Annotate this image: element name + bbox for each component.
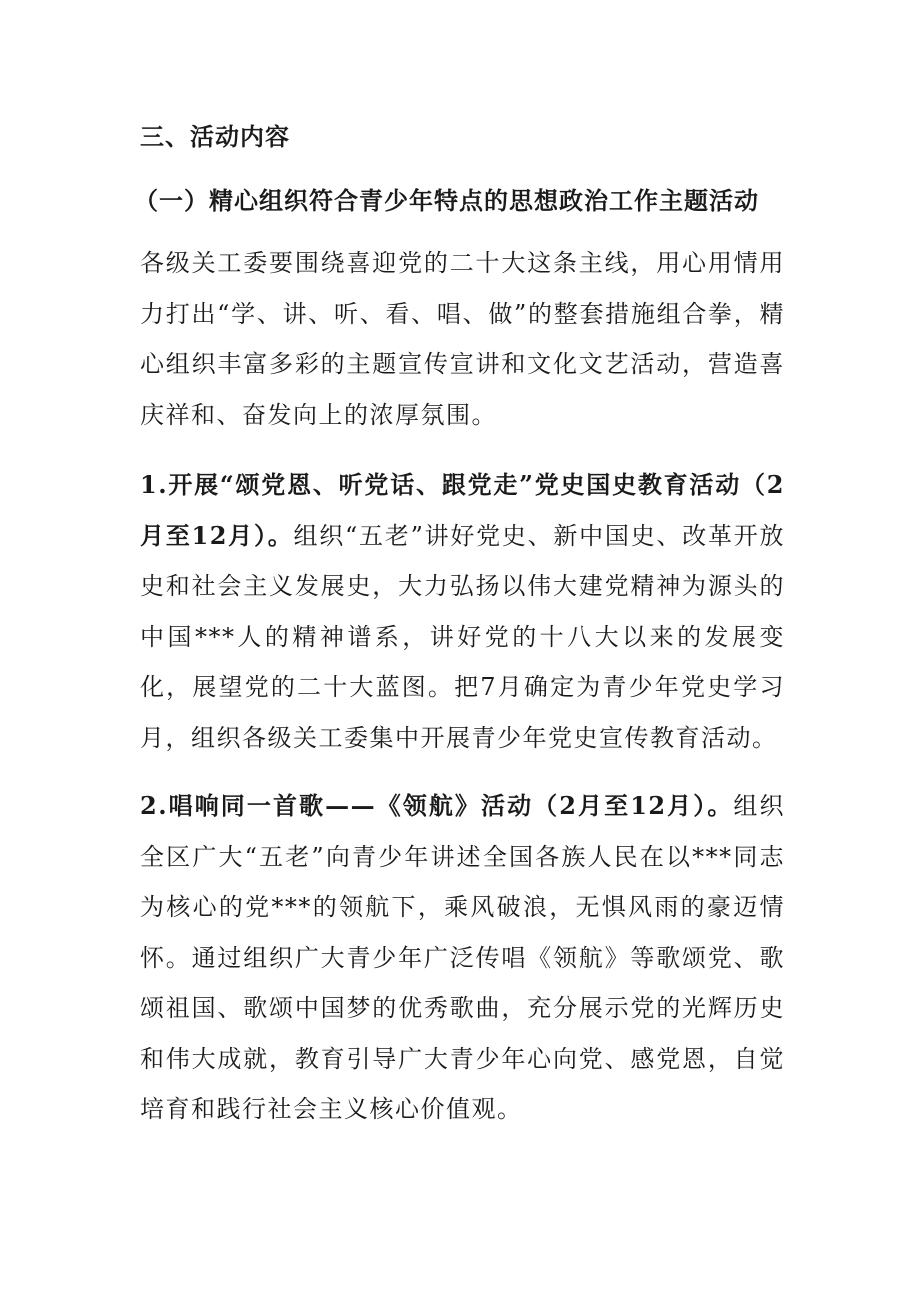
item-1-lead: 1.开展“颂党恩、听党话、跟党走”党史国史教育活动（2月至12月）。 [140, 470, 785, 550]
intro-paragraph [140, 238, 785, 440]
item-2-text: 组织全区广大“五老”向青少年讲述全国各族人民在以***同志为核心的党***的领航下，乘风破浪，无惧风雨的豪迈情怀。通过组织广大青少年广泛传唱《领航》等歌颂党、歌颂祖国、歌颂中国梦的优秀歌曲，充分展示党的光辉历史和伟大成就，教育引导广大青少年心向党、感党恩，自觉培育和践行社会主义核心价值观。 [140, 792, 786, 1123]
item-1-text: 组织“五老”讲好党史、新中国史、改革开放史和社会主义发展史，大力弘扬以伟大建党精神为源头的中国***人的精神谱系，讲好党的十八大以来的发展变化，展望党的二十大蓝图。把7月确定为青少年党史学习月，组织各级关工委集中开展青少年党史宣传教育活动。 [140, 521, 785, 752]
section-heading: 三、活动内容 [140, 122, 290, 151]
item-1-paragraph [140, 460, 785, 763]
section-subheading: （一）精心组织符合青少年特点的思想政治工作主题活动 [134, 186, 759, 215]
item-2-paragraph [140, 781, 785, 1135]
intro-paragraph-text: 各级关工委要围绕喜迎党的二十大这条主线，用心用情用力打出“学、讲、听、看、唱、做”的整套措施组合拳，精心组织丰富多彩的主题宣传宣讲和文化文艺活动，营造喜庆祥和、奋发向上的浓厚氛围。 [140, 249, 785, 429]
item-2-lead: 2.唱响同一首歌——《领航》活动（2月至12月）。 [140, 791, 734, 820]
document-body [134, 112, 786, 1135]
